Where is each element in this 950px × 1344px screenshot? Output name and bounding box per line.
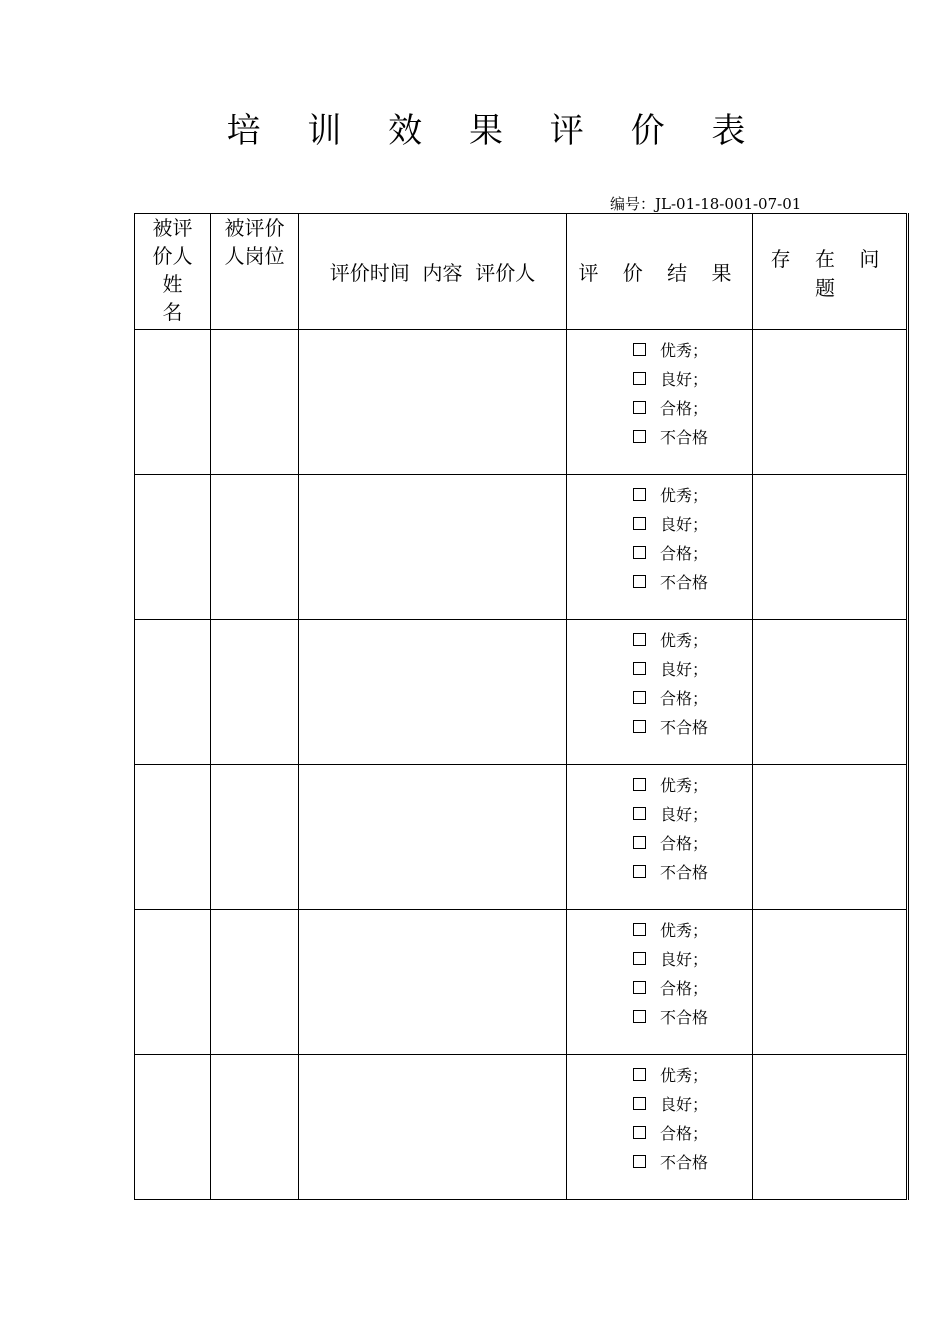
issues-cell[interactable] <box>753 330 908 475</box>
checkbox-icon[interactable] <box>633 720 646 733</box>
issues-cell[interactable] <box>753 1055 908 1200</box>
result-option[interactable] <box>633 1061 752 1090</box>
result-option-label: 良好； <box>660 1095 709 1114</box>
result-option[interactable] <box>633 626 752 655</box>
header-line: 人岗位 <box>224 244 285 268</box>
content-cell[interactable] <box>299 330 567 475</box>
checkbox-icon[interactable] <box>633 372 646 385</box>
position-cell[interactable] <box>211 620 299 765</box>
position-cell[interactable] <box>211 1055 299 1200</box>
table-row <box>135 620 908 765</box>
result-option[interactable] <box>633 771 752 800</box>
checkbox-icon[interactable] <box>633 1010 646 1023</box>
checkbox-icon[interactable] <box>633 923 646 936</box>
table-row <box>135 475 908 620</box>
checkbox-icon[interactable] <box>633 691 646 704</box>
checkbox-icon[interactable] <box>633 343 646 356</box>
evaluation-table <box>134 213 909 1200</box>
checkbox-icon[interactable] <box>633 546 646 559</box>
checkbox-icon[interactable] <box>633 662 646 675</box>
result-option-label: 良好； <box>660 370 709 389</box>
result-option[interactable] <box>633 481 752 510</box>
result-option-label: 不合格 <box>660 1153 709 1172</box>
position-cell[interactable] <box>211 475 299 620</box>
checkbox-icon[interactable] <box>633 836 646 849</box>
content-cell[interactable] <box>299 765 567 910</box>
checkbox-icon[interactable] <box>633 778 646 791</box>
result-option-label: 不合格 <box>660 1008 709 1027</box>
result-options <box>567 620 752 742</box>
result-option[interactable] <box>633 858 752 887</box>
checkbox-icon[interactable] <box>633 430 646 443</box>
result-option-label: 不合格 <box>660 428 709 447</box>
result-option-label: 不合格 <box>660 718 709 737</box>
result-option[interactable] <box>633 684 752 713</box>
result-option[interactable] <box>633 655 752 684</box>
issues-cell[interactable] <box>753 910 908 1055</box>
content-cell[interactable] <box>299 475 567 620</box>
result-option-label: 合格； <box>660 834 709 853</box>
content-cell[interactable] <box>299 1055 567 1200</box>
content-cell[interactable] <box>299 620 567 765</box>
result-option-label: 优秀； <box>660 341 709 360</box>
header-existing-issues: 存 在 问 题 <box>753 214 908 330</box>
name-cell[interactable] <box>135 1055 211 1200</box>
checkbox-icon[interactable] <box>633 517 646 530</box>
checkbox-icon[interactable] <box>633 488 646 501</box>
result-cell <box>567 910 753 1055</box>
table-row <box>135 330 908 475</box>
result-option[interactable] <box>633 394 752 423</box>
result-option-label: 良好； <box>660 950 709 969</box>
checkbox-icon[interactable] <box>633 1097 646 1110</box>
result-options <box>567 330 752 452</box>
result-option[interactable] <box>633 365 752 394</box>
name-cell[interactable] <box>135 910 211 1055</box>
result-option-label: 良好； <box>660 515 709 534</box>
issues-cell[interactable] <box>753 620 908 765</box>
checkbox-icon[interactable] <box>633 401 646 414</box>
page-title: 培 训 效 果 评 价 表 <box>226 111 764 151</box>
result-option[interactable] <box>633 916 752 945</box>
result-option-label: 合格； <box>660 689 709 708</box>
result-option-label: 合格； <box>660 979 709 998</box>
result-option-label: 不合格 <box>660 573 709 592</box>
table-row <box>135 910 908 1055</box>
position-cell[interactable] <box>211 765 299 910</box>
result-option-label: 优秀； <box>660 631 709 650</box>
result-option-label: 优秀； <box>660 921 709 940</box>
result-option[interactable] <box>633 423 752 452</box>
checkbox-icon[interactable] <box>633 952 646 965</box>
header-line: 被评 <box>152 216 193 240</box>
header-evaluation-result: 评 价 结 果 <box>567 214 753 330</box>
result-option-label: 合格； <box>660 544 709 563</box>
result-option-label: 不合格 <box>660 863 709 882</box>
header-evaluatee-name <box>135 214 211 330</box>
result-option-label: 优秀； <box>660 1066 709 1085</box>
header-line: 被评价 <box>224 216 285 240</box>
result-option-label: 合格； <box>660 1124 709 1143</box>
header-evaluatee-position <box>211 214 299 330</box>
result-cell <box>567 1055 753 1200</box>
content-cell[interactable] <box>299 910 567 1055</box>
result-cell <box>567 620 753 765</box>
checkbox-icon[interactable] <box>633 1126 646 1139</box>
result-option[interactable] <box>633 713 752 742</box>
result-options <box>567 910 752 1032</box>
result-option[interactable] <box>633 1148 752 1177</box>
result-option[interactable] <box>633 510 752 539</box>
header-line: 姓 <box>162 272 183 296</box>
checkbox-icon[interactable] <box>633 807 646 820</box>
checkbox-icon[interactable] <box>633 1155 646 1168</box>
checkbox-icon[interactable] <box>633 981 646 994</box>
position-cell[interactable] <box>211 330 299 475</box>
name-cell[interactable] <box>135 475 211 620</box>
document-number: 编号：JL-01-18-001-07-01 <box>610 195 802 213</box>
result-option[interactable] <box>633 1119 752 1148</box>
result-cell <box>567 330 753 475</box>
table-row <box>135 1055 908 1200</box>
result-option-label: 优秀； <box>660 486 709 505</box>
checkbox-icon[interactable] <box>633 575 646 588</box>
result-cell <box>567 765 753 910</box>
result-option[interactable] <box>633 1003 752 1032</box>
header-row <box>135 214 908 330</box>
result-option-label: 良好； <box>660 660 709 679</box>
table-row <box>135 765 908 910</box>
result-option-label: 优秀； <box>660 776 709 795</box>
result-option[interactable] <box>633 829 752 858</box>
result-option-label: 合格； <box>660 399 709 418</box>
result-options <box>567 765 752 887</box>
header-line: 名 <box>162 300 183 324</box>
result-option[interactable] <box>633 568 752 597</box>
header-line: 价人 <box>152 244 193 268</box>
checkbox-icon[interactable] <box>633 865 646 878</box>
result-option[interactable] <box>633 336 752 365</box>
issues-cell[interactable] <box>753 475 908 620</box>
result-option[interactable] <box>633 1090 752 1119</box>
result-option[interactable] <box>633 974 752 1003</box>
result-options <box>567 1055 752 1177</box>
issues-cell[interactable] <box>753 765 908 910</box>
header-time-content-evaluator: 评价时间 内容 评价人 <box>299 214 567 330</box>
position-cell[interactable] <box>211 910 299 1055</box>
result-option[interactable] <box>633 539 752 568</box>
result-option[interactable] <box>633 945 752 974</box>
checkbox-icon[interactable] <box>633 633 646 646</box>
result-options <box>567 475 752 597</box>
name-cell[interactable] <box>135 620 211 765</box>
result-option-label: 良好； <box>660 805 709 824</box>
name-cell[interactable] <box>135 330 211 475</box>
name-cell[interactable] <box>135 765 211 910</box>
checkbox-icon[interactable] <box>633 1068 646 1081</box>
result-option[interactable] <box>633 800 752 829</box>
result-cell <box>567 475 753 620</box>
